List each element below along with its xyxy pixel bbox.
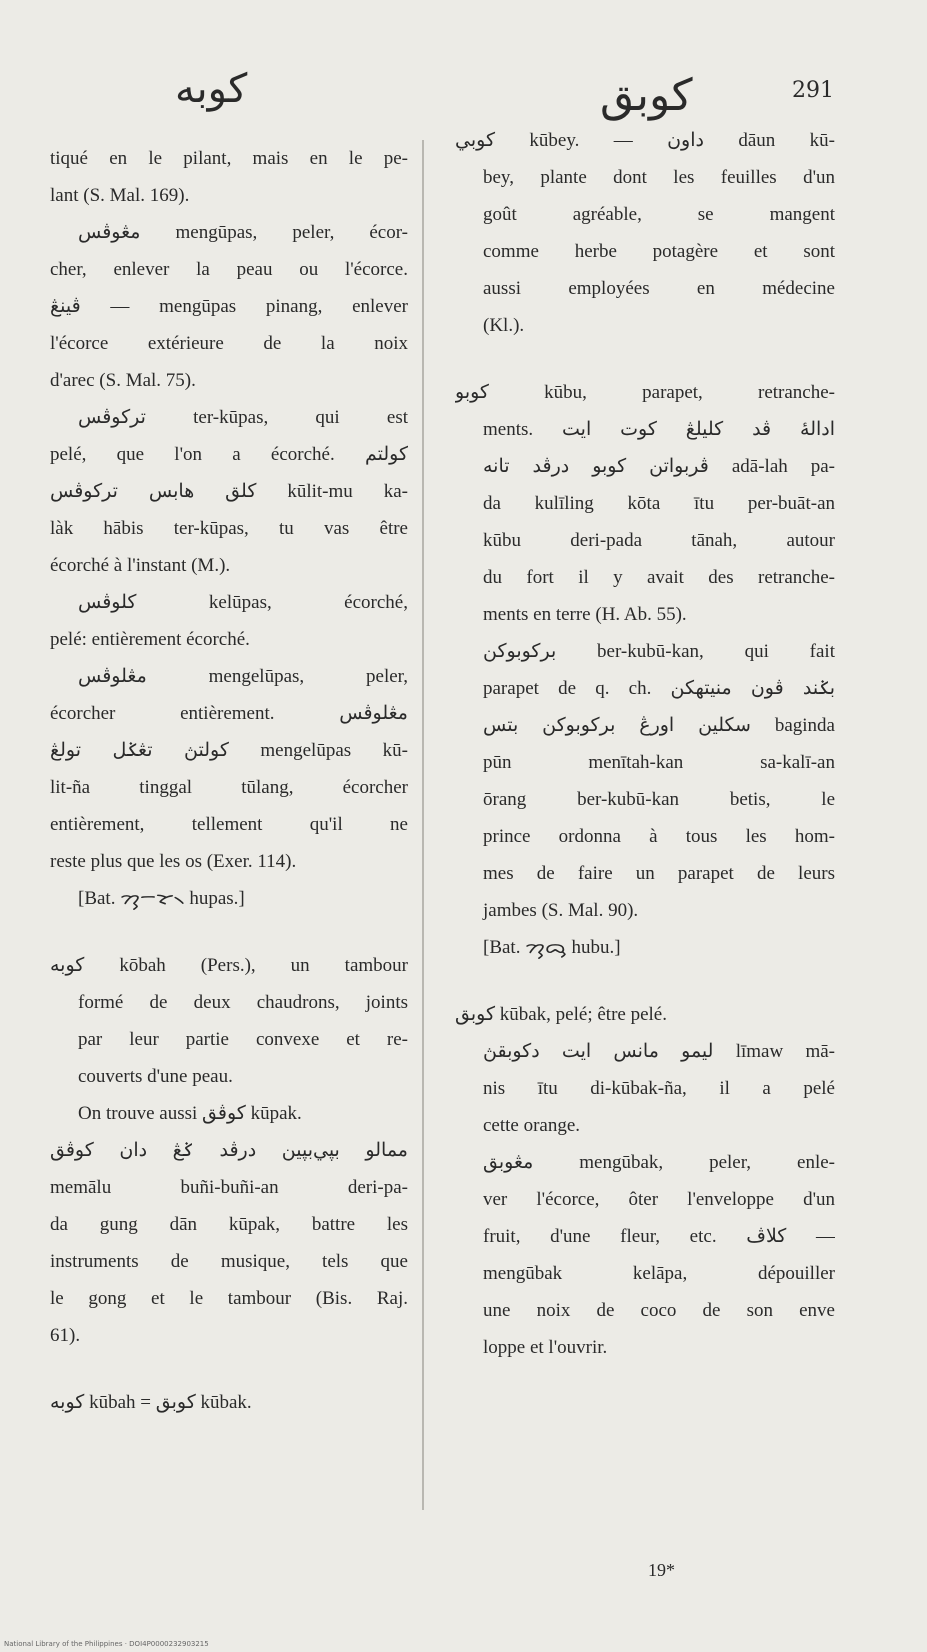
text-line: formé de deux chaudrons, joints <box>78 992 408 1013</box>
library-stamp: National Library of the Philippines · DOI4P0000232903215 <box>4 1640 209 1648</box>
text-line: parapet de q. ch. بݢند ڤون منيتهکن <box>483 678 835 699</box>
text-line: nis ītu di-kūbak-ña, il a pelé <box>483 1078 835 1099</box>
column-divider <box>422 140 424 1510</box>
text-line: ments. ادالهٔ ڤد کليلڠ کوت ايت <box>483 419 835 440</box>
text-line: aussi employées en médecine <box>483 278 835 299</box>
text-line: ڤربواتن کوبو درڤد تانه adā-lah pa- <box>483 456 835 477</box>
text-line: (Kl.). <box>483 315 525 336</box>
page-number: 291 <box>792 78 834 103</box>
running-head-left: كوبه <box>175 66 248 112</box>
text-line: On trouve aussi کوڤق kūpak. <box>78 1103 302 1124</box>
text-line: fruit, d'une fleur, etc. کلاڤ — <box>483 1226 835 1247</box>
text-line: [Bat. ᯂᯮᯅᯮ hubu.] <box>483 937 621 958</box>
text-line: cher, enlever la peau ou l'écorce. <box>50 259 408 280</box>
text-line: کلق هابس ترکوڤس kūlit-mu ka- <box>50 481 408 502</box>
text-line: کوبه kōbah (Pers.), un tambour <box>50 955 408 976</box>
text-line: lant (S. Mal. 169). <box>50 185 190 206</box>
text-line: écorcher entièrement. مڠلوڤس <box>50 703 408 724</box>
left-column <box>50 140 408 1421</box>
text-line: ver l'écorce, ôter l'enveloppe d'un <box>483 1189 835 1210</box>
text-line: memālu buñi-buñi-an deri-pa- <box>50 1177 408 1198</box>
text-line: کولتڽ تڠݢل تولڠ mengelūpas kū- <box>50 740 408 761</box>
text-line: làk hābis ter-kūpas, tu vas être <box>50 518 408 539</box>
entry-gap <box>455 344 835 374</box>
text-line: ممالو بڽي‌بڽين درڤد ݢڠ دان کوڤق <box>50 1140 408 1161</box>
text-line: bey, plante dont les feuilles d'un <box>483 167 835 188</box>
text-line: ڤينڠ — mengūpas pinang, enlever <box>50 296 408 317</box>
text-line: entièrement, tellement qu'il ne <box>50 814 408 835</box>
text-line: une noix de coco de son enve <box>483 1300 835 1321</box>
signature-mark: 19* <box>648 1560 675 1580</box>
text-line: مڠوڤس mengūpas, peler, écor- <box>78 222 408 243</box>
text-line: کوبي kūbey. — داون dāun kū- <box>455 130 835 151</box>
text-line: cette orange. <box>483 1115 581 1136</box>
text-line: jambes (S. Mal. 90). <box>483 900 639 921</box>
text-line: couverts d'une peau. <box>78 1066 233 1087</box>
text-line: reste plus que les os (Exer. 114). <box>50 851 297 872</box>
text-line: ترکوڤس ter-kūpas, qui est <box>78 407 408 428</box>
text-line: ments en terre (H. Ab. 55). <box>483 604 687 625</box>
text-line: mes de faire un parapet de leurs <box>483 863 835 884</box>
entry-gap <box>50 917 408 947</box>
entry-gap <box>50 1354 408 1384</box>
text-line: مڠوبق mengūbak, peler, enle- <box>483 1152 835 1173</box>
text-line: le gong et le tambour (Bis. Raj. <box>50 1288 408 1309</box>
text-line: برکوبوکن ber-kubū-kan, qui fait <box>483 641 835 662</box>
text-line: کلوڤس kelūpas, écorché, <box>78 592 408 613</box>
text-line: loppe et l'ouvrir. <box>483 1337 608 1358</box>
text-line: 61). <box>50 1325 81 1346</box>
text-line: مڠلوڤس mengelūpas, peler, <box>78 666 408 687</box>
text-line: tiqué en le pilant, mais en le pe- <box>50 148 408 169</box>
entry-gap <box>455 966 835 996</box>
right-column <box>455 122 835 1366</box>
text-line: da kulīling kōta ītu per-buāt-an <box>483 493 835 514</box>
text-line: goût agréable, se mangent <box>483 204 835 225</box>
text-line: du fort il y avait des retranche- <box>483 567 835 588</box>
text-line: کوبو kūbu, parapet, retranche- <box>455 382 835 403</box>
text-line: kūbu deri-pada tānah, autour <box>483 530 835 551</box>
text-line: lit-ña tinggal tūlang, écorcher <box>50 777 408 798</box>
text-line: l'écorce extérieure de la noix <box>50 333 408 354</box>
text-line: pelé: entièrement écorché. <box>50 629 250 650</box>
text-line: کوبق kūbak, pelé; être pelé. <box>455 1004 667 1025</box>
text-line: pūn menītah-kan sa-kalī-an <box>483 752 835 773</box>
text-line: da gung dān kūpak, battre les <box>50 1214 408 1235</box>
text-line: سکلين اورڠ برکوبوکن بتس baginda <box>483 715 835 736</box>
running-head-right: كوبق <box>600 70 693 121</box>
text-line: prince ordonna à tous les hom- <box>483 826 835 847</box>
text-line: écorché à l'instant (M.). <box>50 555 231 576</box>
text-line: d'arec (S. Mal. 75). <box>50 370 196 391</box>
text-line: ōrang ber-kubū-kan betis, le <box>483 789 835 810</box>
text-line: [Bat. ᯂᯮᯇᯘ᯲ hupas.] <box>78 888 245 909</box>
text-line: par leur partie convexe et re- <box>78 1029 408 1050</box>
text-line: mengūbak kelāpa, dépouiller <box>483 1263 835 1284</box>
text-line: pelé, que l'on a écorché. کولتم <box>50 444 408 465</box>
text-line: ليمو مانس ايت دکوبقڽ līmaw mā- <box>483 1041 835 1062</box>
text-line: comme herbe potagère et sont <box>483 241 835 262</box>
text-line: instruments de musique, tels que <box>50 1251 408 1272</box>
text-line: کوبه kūbah = کوبق kūbak. <box>50 1392 252 1413</box>
